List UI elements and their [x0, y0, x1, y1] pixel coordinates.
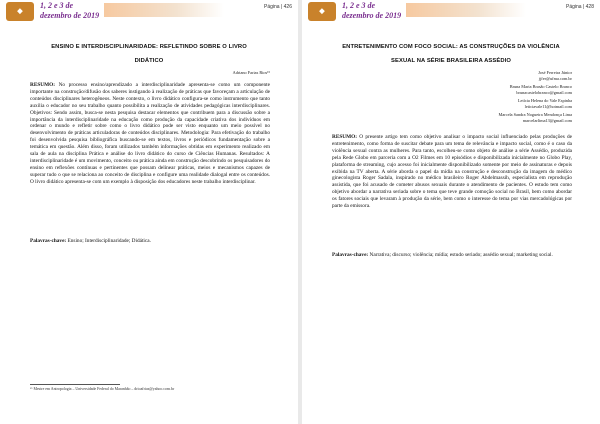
banner-decoration: [406, 3, 526, 17]
article-title: ENTRETENIMENTO COM FOCO SOCIAL: AS CONSTRUÇÕES DA VIOLÊNCIA SEXUAL NA SÉRIE BRASILEIRA ASSÉDIO: [342, 44, 560, 64]
keywords-text: Narrativa; discurso; violência; mídia; estudo seriado; assédio sexual; marketing social.: [369, 252, 553, 258]
author-entry: José Ferreira Júnior jjfer@ufma.com.br: [538, 70, 572, 81]
footnote: ¹⁵ Mestre em Antropologia – Universidade Federal do Maranhão – drioafrias@yahoo.com.br: [30, 387, 175, 391]
event-logo-icon: ◆: [308, 2, 336, 21]
event-date: 1, 2 e 3 de dezembro de 2019: [40, 1, 100, 20]
abstract-label: RESUMO:: [30, 82, 56, 88]
abstract-label: RESUMO:: [332, 134, 358, 140]
page-left: [0, 0, 298, 424]
keywords-label: Palavras-chave:: [30, 238, 67, 244]
author-name: Adriano Farias Rios¹⁵: [232, 70, 270, 75]
page-number: Página | 428: [566, 4, 594, 10]
keywords: [332, 252, 572, 259]
keywords: [30, 238, 270, 245]
event-date: 1, 2 e 3 de dezembro de 2019: [342, 1, 402, 20]
abstract-text: O presente artigo tem como objetivo analisar o impacto social influenciado pelas produções de entretenimento, como forma de suscitar debate para um tema de relevância e impacto social, como é o caso da violência sexual contra as mulheres. Para tanto, escolheu-se como objeto de análise a série Assédio, produzida pela Rede Globo em parceria com a O2 Filmes em 10 episódios e disponibilizada inicialmente no Globo Play, plataforma de streaming, cujo acesso foi inicialmente disponibilizado somente por meio de assinaturas e depois exibida na TV aberta. A série aborda o papel da mídia na construção e desconstrução da imagem do médico ginecologista Roger Sadala, inspirado no médico brasileiro Roger Abdelmassih, especialista em reprodução assistida, que foi acusado de cometer abusos sexuais durante o atendimento de pacientes. O estudo tem como objetivo abordar a narrativa seriada sobre o tema que teve grande comoção social no Brasil, bem como abordar os fatores sociais que levaram à produção da série, bem como o interesse do tema por vias mercadológicas por parte da emissora.: [332, 134, 572, 210]
event-banner: [302, 0, 600, 24]
author-entry: Bruna Maria Brasão Castelo Branco brunacastelobranco@gmail.com: [509, 84, 572, 95]
abstract: [332, 134, 572, 210]
author-entry: Letícia Helena do Vale Espinha leticiavale11@hotmail.com: [517, 98, 572, 109]
event-banner: [0, 0, 298, 24]
banner-decoration: [104, 3, 224, 17]
author-entry: Marcela Sandra Nogueira Mendonça Lima marcelarlima13@gmail.com: [498, 112, 572, 123]
page-right: [302, 0, 600, 424]
footnote-divider: [30, 384, 120, 385]
abstract-text: No processo ensino/aprendizado a interdisciplinaridade apresenta-se como um componente importante na construção/difusão dos saberes instigando à realização de práticas que favoreçam a articulação de conteúdos disciplinares heterogêneos. Neste contexto, o livro didático configura-se como instrumento que tanto auxilia o educador no seu trabalho quanto possibilita a realização de atividades pedagógicas interdisciplinares. Objetivos: Sendo assim, busca-se nesta pesquisa destacar elementos que contribuem para a discussão sobre a importância da interdisciplinaridade na educação como produção da capacidade criativa dos indivíduos em ordenar o mundo e refletir sobre como o livro didático pode ser visto enquanto um meio possível no desenvolvimento de práticas articuladoras de conteúdos disciplinares. Metodologia: Para efetivação do trabalho foi desenvolvida pesquisa bibliográfica buscando-se em textos, livros e periódicos fundamentação sobre a temática em questão. Além disso, foram utilizados também informações obtidas em experimento realizado em sala de aula na disciplina Prática e análise do livro didático do curso de Ciências Humanas. Resultados: A interdisciplinaridade é um movimento, conceito ou prática ainda em construção descobrindo os pesquisadores do ensino em reflexões contínuas e pertinentes que possam delinear práticas, meios e mecanismos capazes de superar tudo o que se relaciona ao conceito de disciplina e configure uma realidade dialogal entre os conteúdos. O livro didático apresenta-se com um exemplo à disposição dos educadores neste trabalho interdisciplinar.: [30, 82, 270, 185]
author-list: [499, 70, 573, 126]
page-number: Página | 426: [264, 4, 292, 10]
abstract: [30, 82, 270, 186]
article-title: ENSINO E INTERDISCIPLINARIDADE: REFLETINDO SOBRE O LIVRO DIDÁTICO: [51, 44, 247, 64]
event-logo-icon: ◆: [6, 2, 34, 21]
keywords-text: Ensino; Interdisciplinaridade; Didática.: [67, 238, 151, 244]
keywords-label: Palavras-chave:: [332, 252, 369, 258]
